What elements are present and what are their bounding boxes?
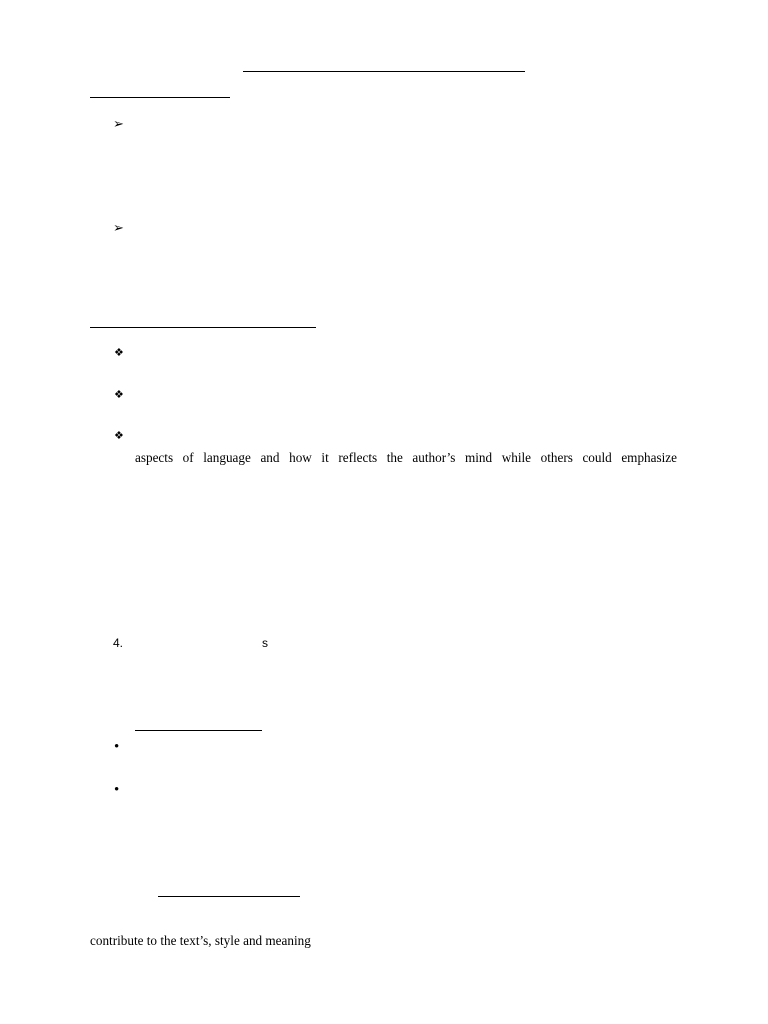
subheading-underline xyxy=(158,896,300,897)
arrow-bullet-icon: ➢ xyxy=(113,220,124,235)
body-text-line: aspects of language and how it reflects the author’s mind while others could emphasize xyxy=(135,450,677,465)
section-heading-underline xyxy=(90,97,230,98)
section-heading-underline xyxy=(90,327,316,328)
stray-letter: s xyxy=(262,636,268,650)
diamond-bullet-icon: ❖ xyxy=(114,430,124,442)
list-number: 4. xyxy=(113,636,124,650)
arrow-bullet-icon: ➢ xyxy=(113,116,124,131)
body-text-line: contribute to the text’s, style and meaning xyxy=(90,933,311,948)
subheading-underline xyxy=(135,730,262,731)
dot-bullet-icon: • xyxy=(114,739,120,755)
diamond-bullet-icon: ❖ xyxy=(114,347,124,359)
dot-bullet-icon: • xyxy=(114,782,120,798)
diamond-bullet-icon: ❖ xyxy=(114,389,124,401)
title-underline xyxy=(243,71,525,72)
